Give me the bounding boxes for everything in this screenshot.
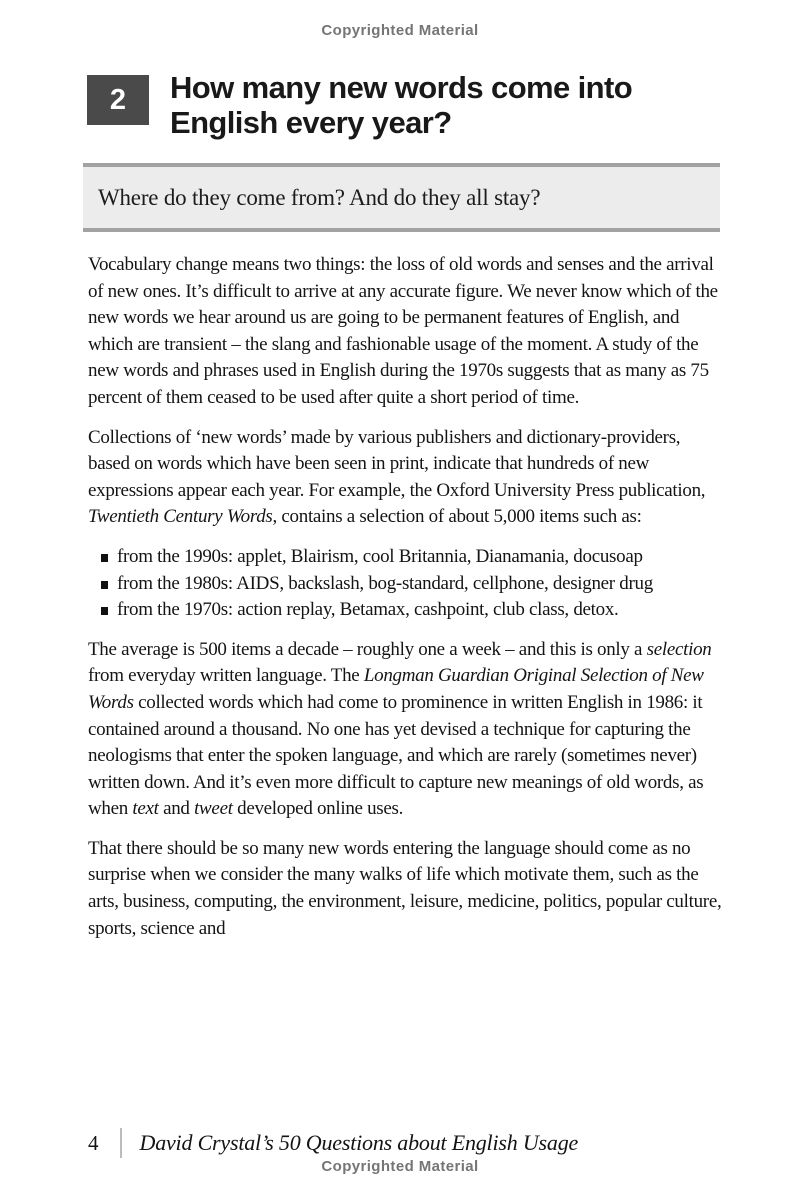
- word-examples-list: [88, 544, 725, 624]
- page-footer: [88, 1128, 578, 1158]
- chapter-title-line2: English every year?: [170, 105, 452, 140]
- chapter-title-line1: How many new words come into: [170, 70, 633, 105]
- book-title: David Crystal’s 50 Questions about English Usage: [139, 1130, 579, 1155]
- italic-text: Twentieth Century Words: [88, 506, 273, 528]
- text-segment: Vocabulary change means two things: the loss of old words and senses and the arrival of new ones. It’s difficult to arrive at any accurate figure. We never know which of the new words we hear around us are going to be permanent features of English, and which are transient – the slang and fashionable usage of the moment. A study of the new words and phrases used in English during the 1970s suggests that as many as 75 percent of them ceased to be used after quite a short period of time.: [88, 254, 718, 408]
- chapter-subtitle: Where do they come from? And do they all stay?: [98, 184, 541, 210]
- italic-text: selection: [646, 638, 712, 660]
- text-segment: from the 1990s: applet, Blairism, cool Britannia, Dianamania, docusoap: [117, 545, 643, 567]
- page-number: 4: [88, 1130, 99, 1155]
- word-examples-item: [88, 597, 725, 624]
- word-examples-item: [88, 571, 725, 598]
- chapter-number-box: 2: [87, 75, 149, 125]
- text-segment: Collections of ‘new words’ made by various publishers and dictionary-providers, based on words which have been seen in print, indicate that hundreds of new expressions appear each year. For example, the Oxford University Press publication,: [88, 426, 706, 501]
- copyright-notice-top: Copyrighted Material: [321, 22, 479, 39]
- text-segment: The average is 500 items a decade – roughly one a week – and this is only a: [88, 638, 647, 660]
- text-segment: and: [158, 798, 195, 820]
- italic-text: text: [132, 798, 159, 820]
- text-segment: from the 1970s: action replay, Betamax, cashpoint, club class, detox.: [117, 599, 619, 621]
- copyright-notice-bottom: Copyrighted Material: [321, 1158, 479, 1175]
- text-segment: from everyday written language. The: [88, 665, 364, 687]
- text-segment: from the 1980s: AIDS, backslash, bog-standard, cellphone, designer drug: [117, 572, 653, 594]
- body-paragraph: [88, 836, 725, 942]
- body-paragraph: [88, 252, 725, 412]
- chapter-subtitle-bar: [83, 163, 720, 232]
- body-paragraph: [88, 425, 725, 531]
- body-paragraph: [88, 637, 725, 823]
- text-segment: developed online uses.: [232, 798, 404, 820]
- body-content: [88, 252, 725, 955]
- text-segment: , contains a selection of about 5,000 items such as:: [272, 506, 642, 528]
- word-examples-item: [88, 544, 725, 571]
- chapter-title: [170, 70, 632, 140]
- chapter-header: [87, 70, 633, 140]
- text-segment: That there should be so many new words entering the language should come as no surprise when we consider the many walks of life which motivate them, such as the arts, business, computing, the environment, leisure, medicine, politics, popular culture, sports, science and: [88, 837, 722, 939]
- text-segment: collected words which had come to prominence in written English in 1986: it contained around a thousand. No one has yet devised a technique for capturing the neologisms that enter the spoken language, and which are rarely (sometimes never) written down. And it’s even more difficult to capture new meanings of old words, as when: [88, 691, 704, 820]
- footer-divider: [120, 1128, 122, 1158]
- italic-text: tweet: [194, 798, 233, 820]
- italic-text: Longman Guardian Original Selection of New Words: [88, 665, 704, 713]
